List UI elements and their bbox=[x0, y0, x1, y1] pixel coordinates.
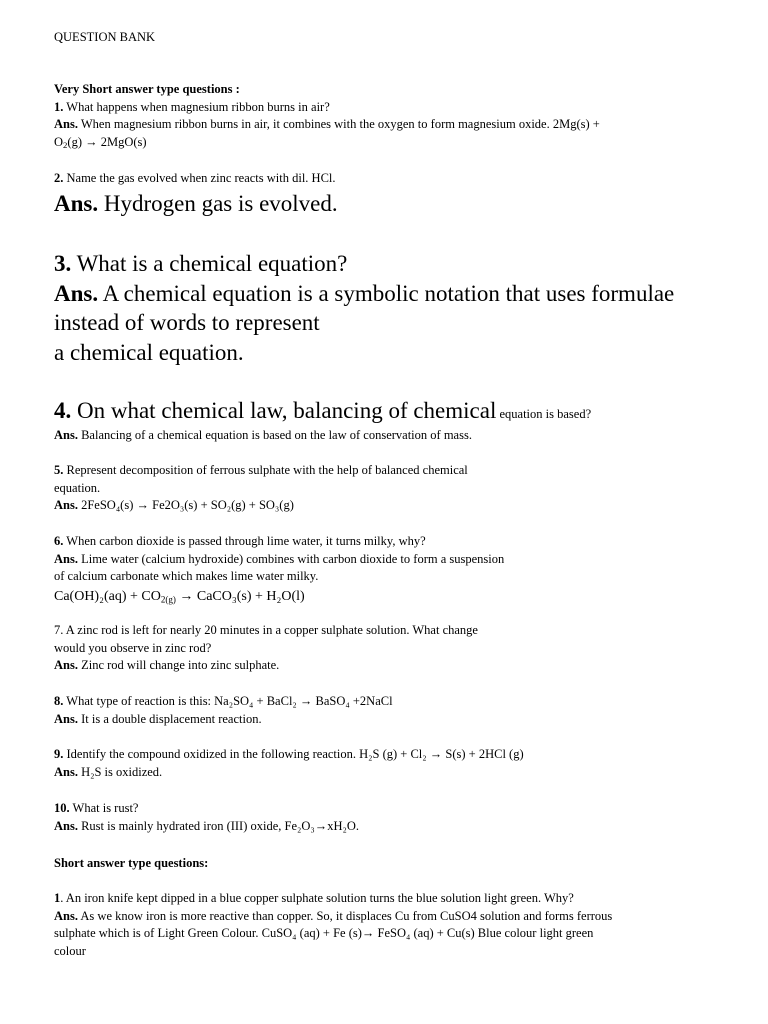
answer-8: Ans. It is a double displacement reaction. bbox=[54, 711, 262, 726]
answer-10: Ans. Rust is mainly hydrated iron (III) oxide, Fe₂O₃→xH₂O. bbox=[54, 818, 360, 833]
question-6-block: 6. When carbon dioxide is passed through lime water, it turns milky, why? Ans. Lime water (calcium hydroxide) combines with carbon dioxide to form a suspension of calcium carbonate which makes lime water milky. bbox=[54, 533, 744, 586]
section-heading: Very Short answer type questions : bbox=[54, 82, 240, 96]
question-2: 2. Name the gas evolved when zinc reacts with dil. HCl. bbox=[54, 171, 336, 185]
document-title: QUESTION BANK bbox=[54, 30, 156, 44]
question-5: 5. Represent decomposition of ferrous sulphate with the help of balanced chemical bbox=[54, 463, 468, 477]
answer-6: Ans. Lime water (calcium hydroxide) combines with carbon dioxide to form a suspension bbox=[54, 551, 505, 566]
answer-1: Ans. When magnesium ribbon burns in air, it combines with the oxygen to form magnesium oxide. 2Mg(s) + bbox=[54, 117, 600, 131]
question-10-block bbox=[54, 800, 744, 835]
question-7-block: 7. A zinc rod is left for nearly 20 minutes in a copper sulphate solution. What change would you observe in zinc rod? Ans. Zinc rod will change into zinc sulphate. bbox=[54, 622, 744, 675]
answer-2: Ans. Hydrogen gas is evolved. bbox=[54, 191, 338, 216]
question-6: 6. When carbon dioxide is passed through lime water, it turns milky, why? bbox=[54, 534, 426, 548]
question-7: 7. A zinc rod is left for nearly 20 minutes in a copper sulphate solution. What change bbox=[54, 623, 478, 637]
answer-1-equation: $O_2(g) \to 2MgO(s)$ bbox=[54, 134, 147, 150]
question-1: 1. What happens when magnesium ribbon burns in air? bbox=[54, 99, 330, 114]
very-short-section bbox=[54, 81, 744, 151]
question-8: 8. What type of reaction is this: Na₂SO₄ + BaCl₂ → BaSO₄ +2NaCl bbox=[54, 694, 393, 708]
question-3-block: 3. What is a chemical equation? Ans. A chemical equation is a symbolic notation that uses formulae instead of words to represent a chemical equation. bbox=[54, 249, 744, 367]
question-9-block bbox=[54, 746, 744, 781]
answer-7: Ans. Zinc rod will change into zinc sulphate. bbox=[54, 658, 280, 672]
answer-6-equation: $Ca(OH)_2(aq) + CO_{2(g)}$ → CaCO₃(s) + H₂O(l) bbox=[54, 589, 305, 605]
short-question-1-block: 1. An iron knife kept dipped in a blue copper sulphate solution turns the blue solution light green. Why? Ans. As we know iron is more reactive than copper. So, it displaces Cu from CuSO4 solution and forms ferrous sulphate which is of Light Green Colour. CuSO₄ (aq) + Fe (s)→ FeSO₄ (aq) + Cu(s) Blue colour light green colour bbox=[54, 890, 744, 960]
question-5-block: 5. Represent decomposition of ferrous sulphate with the help of balanced chemical equation. Ans. 2FeSO₄(s) → Fe2O₃(s) + SO₂(g) + SO₃(g) bbox=[54, 462, 744, 515]
short-question-1: 1. An iron knife kept dipped in a blue copper sulphate solution turns the blue solution light green. Why? bbox=[54, 891, 574, 905]
question-8-block bbox=[54, 693, 744, 728]
short-answer-1: Ans. As we know iron is more reactive than copper. So, it displaces Cu from CuSO4 solution and forms ferrous bbox=[54, 908, 613, 923]
answer-9: Ans. H₂S is oxidized. bbox=[54, 764, 163, 779]
question-9: 9. Identify the compound oxidized in the following reaction. H₂S (g) + Cl₂ → S(s) + 2HCl (g) bbox=[54, 747, 524, 761]
answer-4: Ans. Balancing of a chemical equation is based on the law of conservation of mass. bbox=[54, 428, 472, 442]
short-section-heading: Short answer type questions: bbox=[54, 856, 209, 870]
answer-5: Ans. 2FeSO₄(s) → Fe2O₃(s) + SO₂(g) + SO₃(g) bbox=[54, 498, 294, 512]
question-3: 3. What is a chemical equation? bbox=[54, 251, 348, 276]
answer-3: Ans. A chemical equation is a symbolic notation that uses formulae bbox=[54, 280, 675, 306]
question-10: 10. What is rust? bbox=[54, 801, 139, 815]
question-4: 4. On what chemical law, balancing of chemical equation is based? bbox=[54, 398, 592, 423]
